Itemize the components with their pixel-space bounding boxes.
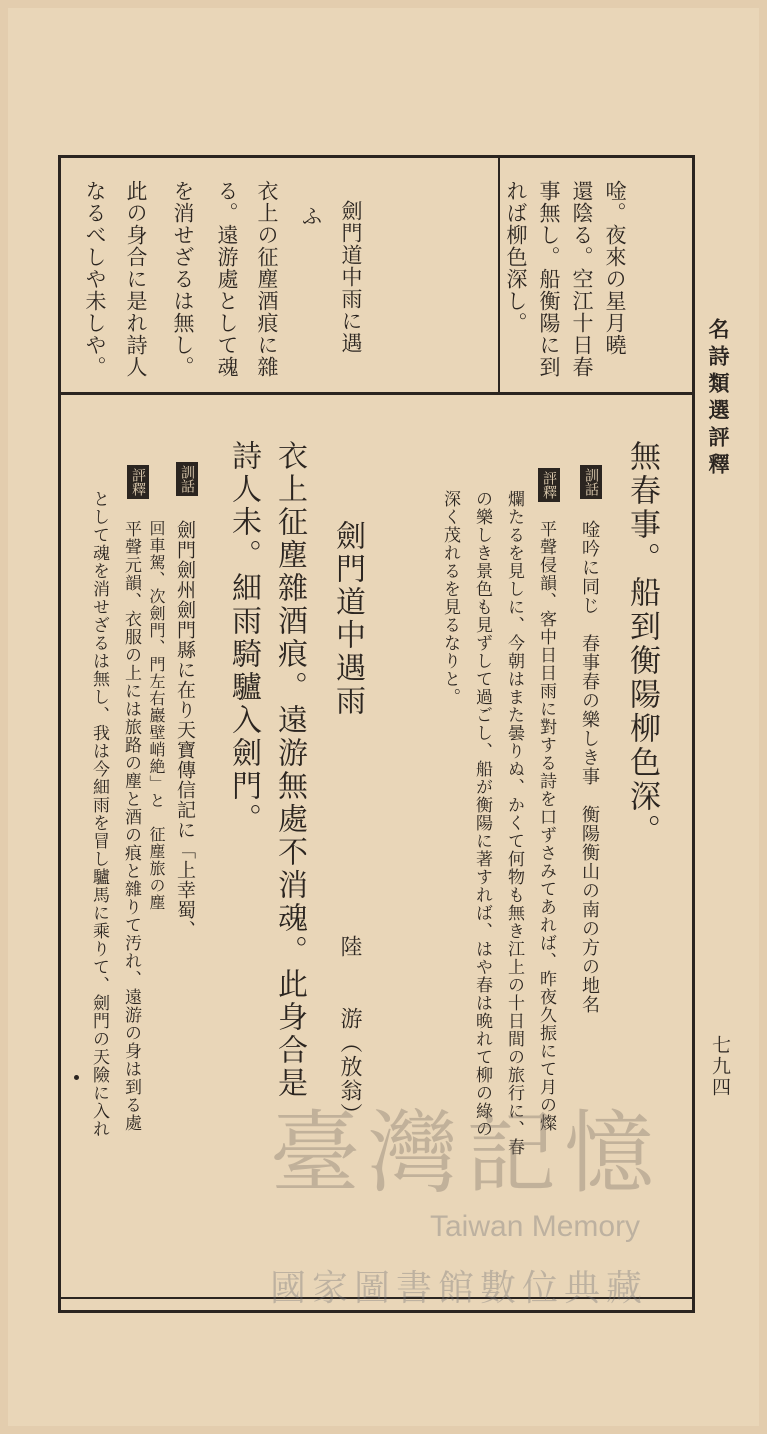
watermark-main-text: 臺灣記憶 [270, 1101, 662, 1206]
commentary-line: として魂を消せざるは無し、我は今細雨を冒し驢馬に乘りて、劍門の天險に入れ [89, 490, 109, 1138]
hyo-label: 評釋 [127, 465, 149, 499]
kun-note: 回車駕、次劍門、門左右巖壁峭絶」と 征塵旅の塵 [147, 520, 166, 911]
kun-note: 唫吟に同じ 春事春の樂しき事 衡陽衡山の南の方の地名 [579, 520, 600, 1014]
kun-note: 劍門劍州劍門縣に在り天寶傳信記に「上幸蜀、 [174, 520, 196, 940]
watermark-sub-text: 國家圖書館數位典藏 [270, 1268, 649, 1309]
top-column: 唫。夜來の星月曉 [603, 180, 627, 356]
top-column: る。遠游處として魂 [215, 180, 239, 378]
end-mark [74, 1075, 79, 1080]
commentary-line: 平聲侵韻、客中日日雨に對する詩を口ずさみてあれば、昨夜久振にて月の燦 [536, 520, 556, 1132]
poem-title: 劍門道中遇雨 [330, 520, 365, 718]
top-column: 還陰る。空江十日春 [570, 180, 594, 378]
top-column: れば柳色深し。 [504, 180, 528, 334]
top-column: 劍門道中雨に遇 [339, 200, 363, 354]
kun-label: 訓話 [176, 462, 198, 496]
verse-line: 詩人未。細雨騎驢入劍門。 [226, 440, 261, 836]
poem-author: 陸 游（放翁） [337, 935, 362, 1127]
top-column: 事無し。船衡陽に到 [537, 180, 561, 378]
commentary-line: の樂しき景色も見ずして過ごし、船が衡陽に著すれば、はや春は晩れて柳の綠の [472, 490, 492, 1138]
running-header-title: 名詩類選評釋 [706, 318, 731, 480]
top-column: ふ [299, 205, 323, 227]
hyo-section [127, 465, 149, 505]
kun-section [580, 465, 602, 505]
commentary-line: 爛たるを見しに、今朝はまた曇りぬ、かくて何物も無き江上の十日間の旅行に、春 [504, 490, 524, 1156]
hyo-label: 評釋 [538, 468, 560, 502]
top-column: 此の身合に是れ詩人 [124, 180, 148, 378]
watermark-english-text: Taiwan Memory [430, 1210, 641, 1243]
section-divider [58, 392, 695, 395]
kun-label: 訓話 [580, 465, 602, 499]
top-column: を消せざるは無し。 [171, 180, 195, 378]
column-divider [498, 155, 500, 393]
commentary-line: 深く茂れるを見るなりと。 [440, 490, 460, 706]
page-number: 七九四 [709, 1035, 731, 1098]
commentary-line: 平聲元韻、衣服の上には旅路の塵と酒の痕と雜りて汚れ、遠游の身は到る處 [121, 520, 141, 1132]
library-watermark [270, 1080, 740, 1310]
verse-line: 無春事。船到衡陽柳色深。 [624, 440, 660, 848]
hyo-section [538, 468, 560, 508]
top-column: 衣上の征塵酒痕に雜 [255, 180, 279, 378]
kun-section [176, 462, 198, 502]
top-column: なるべしや未しや。 [83, 180, 107, 378]
verse-line: 衣上征塵雜酒痕。遠游無處不消魂。此身合是 [272, 440, 307, 1100]
